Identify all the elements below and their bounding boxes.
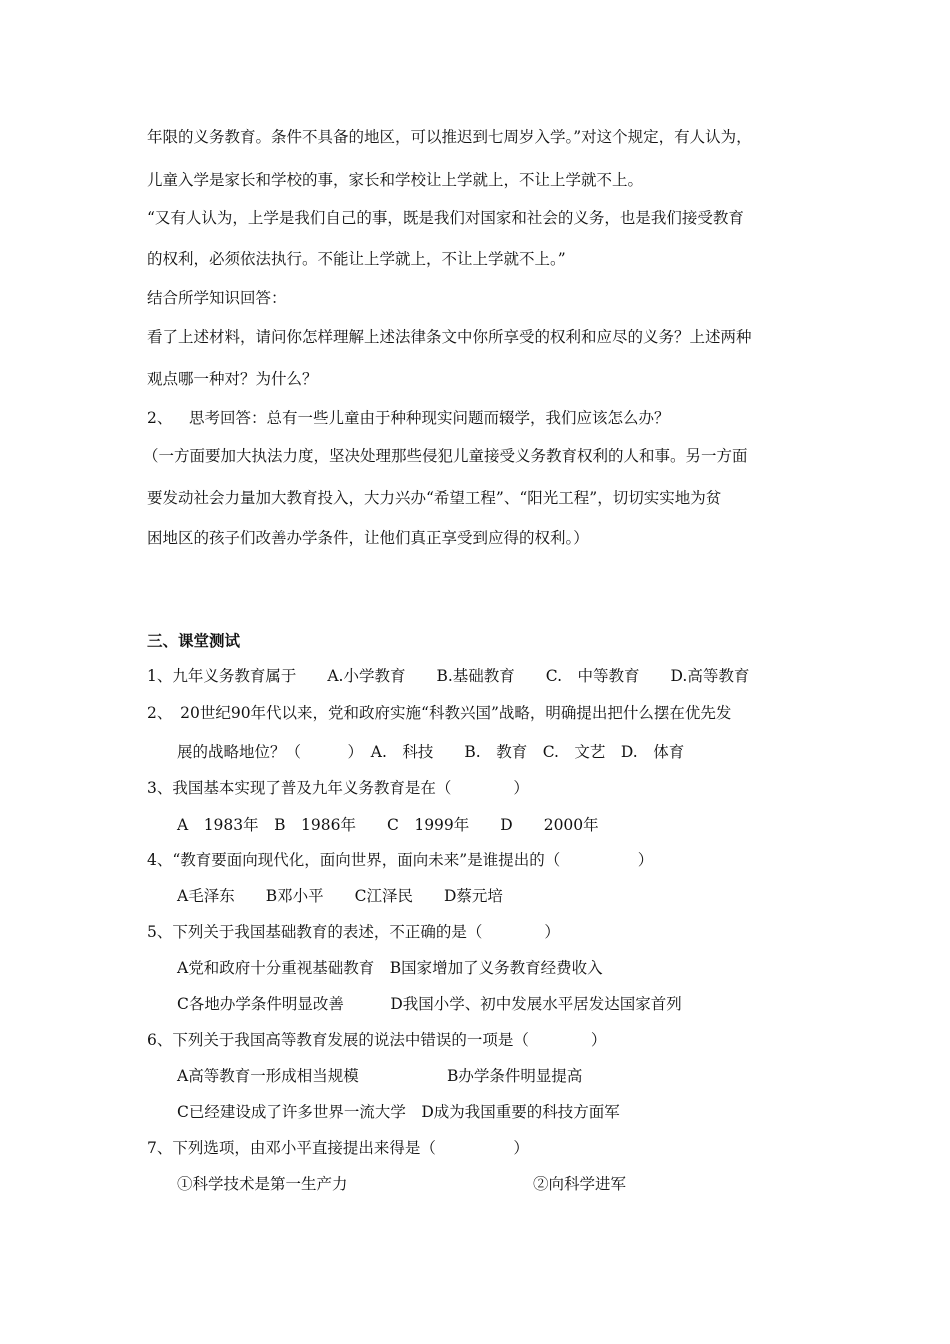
test-q7: 7、下列选项，由邓小平直接提出来得是（ ） bbox=[147, 1139, 529, 1157]
section-heading: 三、课堂测试 bbox=[147, 632, 241, 650]
material-line-2: 儿童入学是家长和学校的事，家长和学校让上学就上，不让上学就不上。 bbox=[147, 171, 644, 189]
material-line-3: “又有人认为，上学是我们自己的事，既是我们对国家和社会的义务，也是我们接受教育 bbox=[147, 209, 744, 227]
question-2-number: 2、 bbox=[147, 409, 173, 427]
test-q6-option-b: B办学条件明显提高 bbox=[447, 1067, 583, 1085]
test-q1: 1、九年义务教育属于 A.小学教育 B.基础教育 C. 中等教育 D.高等教育 bbox=[147, 667, 750, 685]
test-q5-options-1: A党和政府十分重视基础教育 B国家增加了义务教育经费收入 bbox=[177, 959, 603, 977]
test-q4: 4、“教育要面向现代化，面向世界，面向未来”是谁提出的（ ） bbox=[147, 851, 654, 869]
test-q3: 3、我国基本实现了普及九年义务教育是在（ ） bbox=[147, 779, 529, 797]
test-q7-option-2: ②向科学进军 bbox=[533, 1175, 627, 1193]
test-q6-option-a: A高等教育一形成相当规模 bbox=[177, 1067, 359, 1085]
test-q5: 5、下列关于我国基础教育的表述，不正确的是（ ） bbox=[147, 923, 560, 941]
material-line-6: 看了上述材料，请问你怎样理解上述法律条文中你所享受的权利和应尽的义务？上述两种 bbox=[147, 328, 752, 346]
material-line-4: 的权利，必须依法执行。不能让上学就上，不让上学就不上。” bbox=[147, 250, 566, 268]
material-line-7: 观点哪一种对？为什么？ bbox=[147, 370, 318, 388]
question-2-answer-3: 困地区的孩子们改善办学条件，让他们真正享受到应得的权利。） bbox=[147, 529, 589, 547]
question-2-answer-2: 要发动社会力量加大教育投入，大力兴办“希望工程”、“阳光工程”，切切实实地为贫 bbox=[147, 489, 722, 507]
test-q6: 6、下列关于我国高等教育发展的说法中错误的一项是（ ） bbox=[147, 1031, 607, 1049]
test-q4-options: A毛泽东 B邓小平 C江泽民 D蔡元培 bbox=[177, 887, 503, 905]
question-2-text: 思考回答：总有一些儿童由于种种现实问题而辍学，我们应该怎么办？ bbox=[189, 409, 670, 427]
test-q6-options-2: C已经建设成了许多世界一流大学 D成为我国重要的科技方面军 bbox=[177, 1103, 620, 1121]
test-q7-option-1: ①科学技术是第一生产力 bbox=[177, 1175, 348, 1193]
material-line-5: 结合所学知识回答： bbox=[147, 289, 287, 307]
test-q2-line-2: 展的战略地位？（ ） A. 科技 B. 教育 C. 文艺 D. 体育 bbox=[177, 743, 685, 761]
test-q3-options: A 1983年 B 1986年 C 1999年 D 2000年 bbox=[177, 816, 599, 834]
material-line-1: 年限的义务教育。条件不具备的地区，可以推迟到七周岁入学。”对这个规定，有人认为， bbox=[147, 128, 752, 146]
question-2-answer-1: （一方面要加大执法力度，坚决处理那些侵犯儿童接受义务教育权利的人和事。另一方面 bbox=[143, 447, 748, 465]
test-q5-options-2: C各地办学条件明显改善 D我国小学、初中发展水平居发达国家首列 bbox=[177, 995, 682, 1013]
test-q2-line-1: 2、 20世纪90年代以来，党和政府实施“科教兴国”战略，明确提出把什么摆在优先发 bbox=[147, 704, 732, 722]
